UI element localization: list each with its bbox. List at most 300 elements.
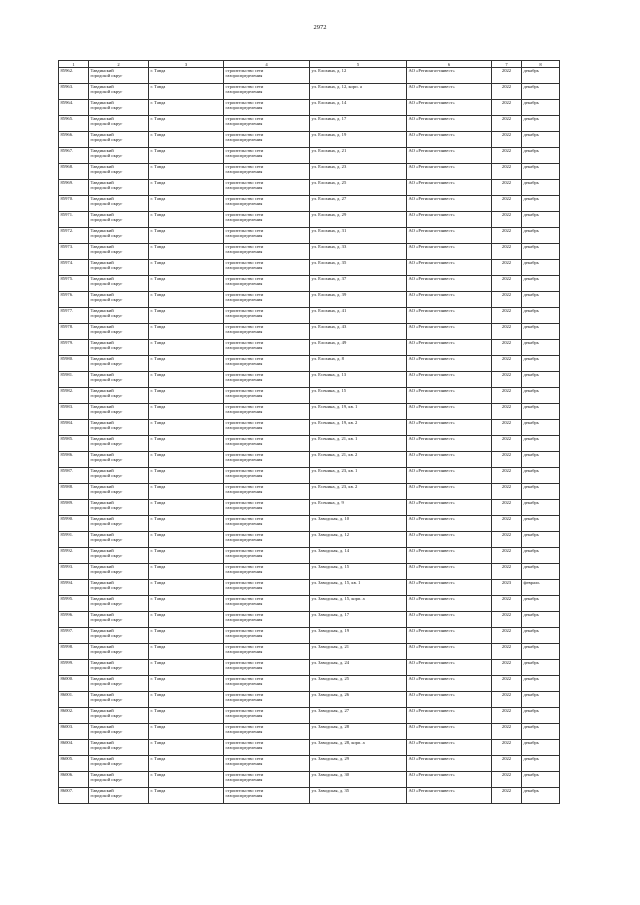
locality-cell-text: г. Тавда — [150, 692, 166, 697]
municipality-cell — [89, 644, 149, 660]
work-type-cell — [224, 404, 310, 420]
year-cell — [492, 516, 522, 532]
work-type-cell-text: строительство сети — [225, 212, 264, 217]
address-cell — [310, 260, 407, 276]
municipality-cell — [89, 724, 149, 740]
locality-cell-text: г. Тавда — [150, 324, 166, 329]
address-cell-text: ул. Есенина, д. 21, кв. 1 — [311, 436, 358, 441]
organization-cell-text: АО «Регионгаз-инвест» — [408, 660, 455, 665]
year-cell-text: 2022 — [501, 756, 512, 761]
municipality-cell-text: Тавдинский — [90, 116, 114, 121]
work-type-cell-text: газораспределения — [225, 249, 263, 255]
address-cell-text: ул. Заводская, д. 15 — [311, 564, 350, 569]
locality-cell-text: г. Тавда — [150, 708, 166, 713]
work-type-cell — [224, 692, 310, 708]
month-cell-text: декабрь — [523, 196, 539, 201]
municipality-cell-text: Тавдинский — [90, 68, 114, 73]
work-type-cell-text: газораспределения — [225, 441, 263, 447]
month-cell — [522, 148, 560, 164]
organization-cell-text: АО «Регионгаз-инвест» — [408, 452, 455, 457]
municipality-cell-text: Тавдинский — [90, 772, 114, 777]
row-number-cell — [59, 788, 89, 804]
organization-cell — [407, 484, 492, 500]
month-cell — [522, 436, 560, 452]
year-cell — [492, 372, 522, 388]
organization-cell — [407, 740, 492, 756]
address-cell-text: ул. Елохина, д. 29 — [311, 212, 347, 217]
row-number-cell-text: 86006. — [60, 772, 74, 777]
work-type-cell — [224, 292, 310, 308]
month-cell-text: декабрь — [523, 404, 539, 409]
municipality-cell — [89, 244, 149, 260]
municipality-cell-text: Тавдинский — [90, 452, 114, 457]
municipality-cell — [89, 196, 149, 212]
year-cell-text: 2022 — [501, 276, 512, 281]
work-type-cell-text: газораспределения — [225, 89, 263, 95]
work-type-cell-text: газораспределения — [225, 761, 263, 767]
municipality-cell — [89, 356, 149, 372]
row-number-cell-text: 85990. — [60, 516, 74, 521]
row-number-cell-text: 85980. — [60, 356, 74, 361]
municipality-cell-text: городской округ — [90, 105, 123, 111]
municipality-cell-text: городской округ — [90, 233, 123, 239]
table-row — [59, 68, 560, 84]
locality-cell-text: г. Тавда — [150, 612, 166, 617]
work-type-cell-text: строительство сети — [225, 68, 264, 73]
work-type-cell — [224, 676, 310, 692]
organization-cell — [407, 388, 492, 404]
year-cell-text: 2023 — [501, 580, 512, 585]
work-type-cell-text: газораспределения — [225, 489, 263, 495]
table-row — [59, 100, 560, 116]
municipality-cell-text: Тавдинский — [90, 708, 114, 713]
locality-cell — [149, 308, 224, 324]
work-type-cell-text: строительство сети — [225, 372, 264, 377]
table-row — [59, 772, 560, 788]
municipality-cell-text: городской округ — [90, 665, 123, 671]
row-number-cell — [59, 372, 89, 388]
table-row — [59, 500, 560, 516]
month-cell — [522, 788, 560, 804]
municipality-cell — [89, 228, 149, 244]
work-type-cell-text: газораспределения — [225, 745, 263, 751]
municipality-cell-text: городской округ — [90, 201, 123, 207]
year-cell-text: 2022 — [501, 452, 512, 457]
month-cell — [522, 372, 560, 388]
month-cell-text: декабрь — [523, 788, 539, 793]
municipality-cell-text: городской округ — [90, 361, 123, 367]
address-cell — [310, 132, 407, 148]
municipality-cell-text: городской округ — [90, 521, 123, 527]
row-number-cell — [59, 740, 89, 756]
work-type-cell-text: газораспределения — [225, 585, 263, 591]
organization-cell-text: АО «Регионгаз-инвест» — [408, 340, 455, 345]
work-type-cell-text: строительство сети — [225, 564, 264, 569]
month-cell-text: декабрь — [523, 500, 539, 505]
locality-cell — [149, 564, 224, 580]
year-cell-text: 2022 — [501, 708, 512, 713]
year-cell-text: 2022 — [501, 468, 512, 473]
address-cell-text: ул. Елохина, д. 19 — [311, 132, 347, 137]
municipality-cell-text: Тавдинский — [90, 180, 114, 185]
table-row — [59, 692, 560, 708]
row-number-cell-text: 85986. — [60, 452, 74, 457]
locality-cell — [149, 548, 224, 564]
row-number-cell-text: 85987. — [60, 468, 74, 473]
year-cell-text: 2022 — [501, 244, 512, 249]
municipality-cell-text: Тавдинский — [90, 308, 114, 313]
work-type-cell — [224, 228, 310, 244]
municipality-cell-text: городской округ — [90, 409, 123, 415]
locality-cell-text: г. Тавда — [150, 372, 166, 377]
locality-cell-text: г. Тавда — [150, 660, 166, 665]
column-number: 4 — [224, 61, 310, 68]
municipality-cell — [89, 532, 149, 548]
month-cell-text: декабрь — [523, 628, 539, 633]
organization-cell-text: АО «Регионгаз-инвест» — [408, 420, 455, 425]
year-cell-text: 2022 — [501, 436, 512, 441]
table-row — [59, 516, 560, 532]
month-cell — [522, 420, 560, 436]
row-number-cell-text: 85994. — [60, 580, 74, 585]
year-cell — [492, 388, 522, 404]
work-type-cell-text: газораспределения — [225, 537, 263, 543]
table-row — [59, 724, 560, 740]
month-cell — [522, 692, 560, 708]
work-type-cell — [224, 132, 310, 148]
municipality-cell — [89, 756, 149, 772]
year-cell-text: 2022 — [501, 772, 512, 777]
locality-cell — [149, 212, 224, 228]
municipality-cell-text: Тавдинский — [90, 564, 114, 569]
year-cell-text: 2022 — [501, 292, 512, 297]
organization-cell — [407, 260, 492, 276]
locality-cell-text: г. Тавда — [150, 628, 166, 633]
organization-cell-text: АО «Регионгаз-инвест» — [408, 324, 455, 329]
locality-cell-text: г. Тавда — [150, 340, 166, 345]
locality-cell — [149, 452, 224, 468]
work-type-cell-text: строительство сети — [225, 628, 264, 633]
locality-cell — [149, 612, 224, 628]
row-number-cell — [59, 436, 89, 452]
work-type-cell-text: строительство сети — [225, 228, 264, 233]
municipality-cell-text: городской округ — [90, 505, 123, 511]
locality-cell — [149, 788, 224, 804]
month-cell-text: декабрь — [523, 68, 539, 73]
locality-cell — [149, 708, 224, 724]
address-cell-text: ул. Заводская, д. 12 — [311, 532, 350, 537]
organization-cell-text: АО «Регионгаз-инвест» — [408, 244, 455, 249]
municipality-cell-text: городской округ — [90, 425, 123, 431]
column-number: 2 — [89, 61, 149, 68]
year-cell — [492, 676, 522, 692]
locality-cell-text: г. Тавда — [150, 116, 166, 121]
locality-cell-text: г. Тавда — [150, 436, 166, 441]
year-cell — [492, 404, 522, 420]
year-cell-text: 2022 — [501, 692, 512, 697]
table-row — [59, 324, 560, 340]
municipality-cell — [89, 628, 149, 644]
work-type-cell — [224, 468, 310, 484]
locality-cell-text: г. Тавда — [150, 420, 166, 425]
locality-cell-text: г. Тавда — [150, 388, 166, 393]
address-cell — [310, 740, 407, 756]
work-type-cell-text: газораспределения — [225, 681, 263, 687]
work-type-cell — [224, 500, 310, 516]
organization-cell — [407, 116, 492, 132]
work-type-cell-text: строительство сети — [225, 116, 264, 121]
month-cell-text: декабрь — [523, 692, 539, 697]
work-type-cell-text: газораспределения — [225, 665, 263, 671]
organization-cell — [407, 212, 492, 228]
organization-cell — [407, 324, 492, 340]
month-cell-text: декабрь — [523, 340, 539, 345]
year-cell — [492, 660, 522, 676]
locality-cell — [149, 196, 224, 212]
locality-cell — [149, 148, 224, 164]
work-type-cell — [224, 196, 310, 212]
organization-cell-text: АО «Регионгаз-инвест» — [408, 740, 455, 745]
municipality-cell-text: городской округ — [90, 713, 123, 719]
organization-cell-text: АО «Регионгаз-инвест» — [408, 628, 455, 633]
municipality-cell-text: Тавдинский — [90, 100, 114, 105]
row-number-cell-text: 85976. — [60, 292, 74, 297]
work-type-cell-text: газораспределения — [225, 313, 263, 319]
month-cell — [522, 468, 560, 484]
locality-cell-text: г. Тавда — [150, 548, 166, 553]
organization-cell — [407, 132, 492, 148]
municipality-cell-text: Тавдинский — [90, 724, 114, 729]
row-number-cell-text: 85995. — [60, 596, 74, 601]
year-cell-text: 2022 — [501, 148, 512, 153]
address-cell-text: ул. Заводская, д. 30 — [311, 772, 350, 777]
organization-cell — [407, 340, 492, 356]
table-row — [59, 740, 560, 756]
month-cell — [522, 276, 560, 292]
year-cell — [492, 324, 522, 340]
organization-cell — [407, 196, 492, 212]
row-number-cell-text: 85965. — [60, 116, 74, 121]
municipality-cell-text: Тавдинский — [90, 164, 114, 169]
address-cell-text: ул. Есенина, д. 13 — [311, 372, 347, 377]
work-type-cell-text: газораспределения — [225, 73, 263, 79]
locality-cell — [149, 100, 224, 116]
work-type-cell-text: строительство сети — [225, 484, 264, 489]
address-cell — [310, 644, 407, 660]
organization-cell-text: АО «Регионгаз-инвест» — [408, 356, 455, 361]
organization-cell-text: АО «Регионгаз-инвест» — [408, 180, 455, 185]
year-cell-text: 2022 — [501, 676, 512, 681]
work-type-cell-text: строительство сети — [225, 148, 264, 153]
locality-cell-text: г. Тавда — [150, 756, 166, 761]
month-cell — [522, 212, 560, 228]
locality-cell — [149, 84, 224, 100]
municipality-cell-text: городской округ — [90, 569, 123, 575]
row-number-cell-text: 85992. — [60, 548, 74, 553]
address-cell — [310, 212, 407, 228]
work-type-cell-text: газораспределения — [225, 457, 263, 463]
work-type-cell-text: строительство сети — [225, 436, 264, 441]
municipality-cell-text: городской округ — [90, 553, 123, 559]
row-number-cell — [59, 100, 89, 116]
organization-cell — [407, 292, 492, 308]
municipality-cell — [89, 404, 149, 420]
row-number-cell — [59, 212, 89, 228]
municipality-cell — [89, 676, 149, 692]
address-cell — [310, 116, 407, 132]
municipality-cell-text: Тавдинский — [90, 500, 114, 505]
locality-cell-text: г. Тавда — [150, 356, 166, 361]
address-cell — [310, 596, 407, 612]
address-cell — [310, 356, 407, 372]
address-cell — [310, 388, 407, 404]
organization-cell-text: АО «Регионгаз-инвест» — [408, 532, 455, 537]
row-number-cell — [59, 84, 89, 100]
address-cell-text: ул. Елохина, д. 14 — [311, 100, 347, 105]
table-row — [59, 116, 560, 132]
year-cell — [492, 68, 522, 84]
organization-cell-text: АО «Регионгаз-инвест» — [408, 612, 455, 617]
work-type-cell-text: строительство сети — [225, 740, 264, 745]
month-cell — [522, 388, 560, 404]
table-row — [59, 420, 560, 436]
municipality-cell-text: городской округ — [90, 121, 123, 127]
organization-cell — [407, 164, 492, 180]
table-row — [59, 452, 560, 468]
municipality-cell — [89, 100, 149, 116]
organization-cell — [407, 564, 492, 580]
locality-cell — [149, 692, 224, 708]
work-type-cell-text: газораспределения — [225, 569, 263, 575]
address-cell-text: ул. Есенина, д. 21, кв. 2 — [311, 452, 358, 457]
locality-cell — [149, 772, 224, 788]
locality-cell-text: г. Тавда — [150, 196, 166, 201]
address-cell-text: ул. Заводская, д. 15, кв. 1 — [311, 580, 361, 585]
address-cell — [310, 180, 407, 196]
address-cell — [310, 84, 407, 100]
table-row — [59, 84, 560, 100]
year-cell — [492, 164, 522, 180]
row-number-cell — [59, 532, 89, 548]
work-type-cell — [224, 532, 310, 548]
municipality-cell-text: Тавдинский — [90, 660, 114, 665]
year-cell — [492, 644, 522, 660]
locality-cell-text: г. Тавда — [150, 500, 166, 505]
address-cell — [310, 660, 407, 676]
municipality-cell — [89, 164, 149, 180]
month-cell-text: февраль — [523, 580, 540, 585]
municipality-cell-text: городской округ — [90, 537, 123, 543]
municipality-cell-text: городской округ — [90, 265, 123, 271]
locality-cell — [149, 276, 224, 292]
row-number-cell — [59, 516, 89, 532]
address-cell-text: ул. Заводская, д. 27 — [311, 708, 350, 713]
work-type-cell — [224, 276, 310, 292]
municipality-cell — [89, 292, 149, 308]
table-row — [59, 276, 560, 292]
address-cell — [310, 308, 407, 324]
year-cell — [492, 116, 522, 132]
municipality-cell — [89, 564, 149, 580]
month-cell-text: декабрь — [523, 180, 539, 185]
work-type-cell-text: газораспределения — [225, 169, 263, 175]
work-type-cell-text: газораспределения — [225, 137, 263, 143]
month-cell-text: декабрь — [523, 100, 539, 105]
month-cell-text: декабрь — [523, 148, 539, 153]
month-cell — [522, 660, 560, 676]
table-row — [59, 228, 560, 244]
row-number-cell-text: 85962. — [60, 68, 74, 73]
column-number: 5 — [310, 61, 407, 68]
municipality-cell-text: городской округ — [90, 777, 123, 783]
municipality-cell — [89, 372, 149, 388]
month-cell — [522, 308, 560, 324]
year-cell — [492, 228, 522, 244]
work-type-cell — [224, 420, 310, 436]
month-cell — [522, 228, 560, 244]
address-cell-text: ул. Есенина, д. 23, кв. 1 — [311, 468, 358, 473]
year-cell-text: 2022 — [501, 116, 512, 121]
municipality-cell-text: Тавдинский — [90, 788, 114, 793]
address-cell-text: ул. Заводская, д. 35 — [311, 788, 350, 793]
row-number-cell — [59, 116, 89, 132]
address-cell-text: ул. Елохина, д. 43 — [311, 324, 347, 329]
municipality-cell-text: городской округ — [90, 153, 123, 159]
address-cell-text: ул. Есенина, д. 15 — [311, 388, 347, 393]
month-cell-text: декабрь — [523, 260, 539, 265]
municipality-cell — [89, 388, 149, 404]
address-cell — [310, 372, 407, 388]
row-number-cell-text: 85996. — [60, 612, 74, 617]
work-type-cell-text: строительство сети — [225, 324, 264, 329]
municipality-cell-text: Тавдинский — [90, 372, 114, 377]
year-cell-text: 2022 — [501, 548, 512, 553]
locality-cell — [149, 468, 224, 484]
organization-cell-text: АО «Регионгаз-инвест» — [408, 228, 455, 233]
year-cell — [492, 596, 522, 612]
work-type-cell-text: газораспределения — [225, 105, 263, 111]
address-cell — [310, 340, 407, 356]
work-type-cell-text: газораспределения — [225, 201, 263, 207]
table-row — [59, 340, 560, 356]
address-cell — [310, 612, 407, 628]
locality-cell — [149, 132, 224, 148]
year-cell-text: 2022 — [501, 724, 512, 729]
work-type-cell-text: строительство сети — [225, 260, 264, 265]
work-type-cell — [224, 116, 310, 132]
work-type-cell-text: газораспределения — [225, 617, 263, 623]
work-type-cell — [224, 788, 310, 804]
organization-cell — [407, 788, 492, 804]
year-cell-text: 2022 — [501, 788, 512, 793]
month-cell — [522, 356, 560, 372]
month-cell — [522, 724, 560, 740]
organization-cell — [407, 276, 492, 292]
year-cell — [492, 484, 522, 500]
month-cell-text: декабрь — [523, 724, 539, 729]
address-cell — [310, 100, 407, 116]
organization-cell — [407, 548, 492, 564]
locality-cell-text: г. Тавда — [150, 228, 166, 233]
month-cell — [522, 132, 560, 148]
row-number-cell-text: 85982. — [60, 388, 74, 393]
municipality-cell — [89, 740, 149, 756]
municipality-cell-text: Тавдинский — [90, 244, 114, 249]
locality-cell-text: г. Тавда — [150, 580, 166, 585]
address-cell-text: ул. Есенина, д. 9 — [311, 500, 344, 505]
row-number-cell — [59, 644, 89, 660]
organization-cell-text: АО «Регионгаз-инвест» — [408, 276, 455, 281]
